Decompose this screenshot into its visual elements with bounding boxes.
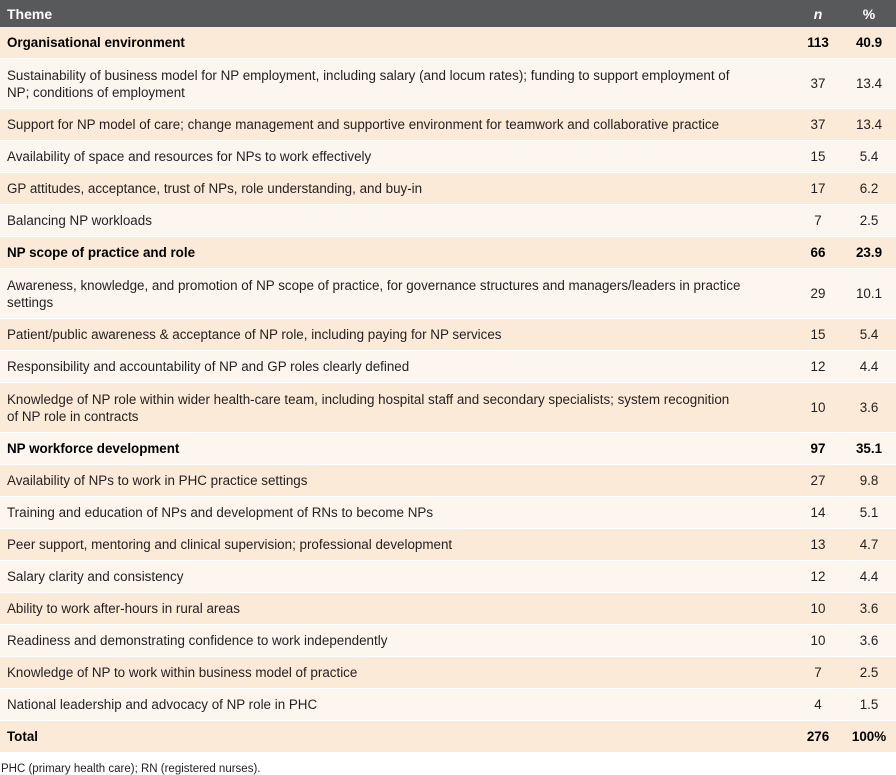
cell-pct: 2.5	[842, 657, 896, 689]
cell-pct: 6.2	[842, 173, 896, 205]
cell-n: 66	[794, 237, 842, 269]
cell-theme: Sustainability of business model for NP employment, including salary (and locum rates); funding to support employment of NP; conditions of employment	[0, 59, 794, 109]
table-row	[0, 109, 896, 141]
cell-n: 7	[794, 205, 842, 237]
cell-theme: Availability of NPs to work in PHC practice settings	[0, 465, 794, 497]
table-row	[0, 657, 896, 689]
cell-n: 15	[794, 141, 842, 173]
cell-n: 29	[794, 269, 842, 319]
cell-pct: 1.5	[842, 689, 896, 721]
table-row	[0, 593, 896, 625]
cell-pct: 5.4	[842, 319, 896, 351]
cell-theme: Support for NP model of care; change management and supportive environment for teamwork and collaborative practice	[0, 109, 794, 141]
cell-n: 12	[794, 351, 842, 383]
table-section-row	[0, 27, 896, 59]
cell-theme: Ability to work after-hours in rural areas	[0, 593, 794, 625]
table-row	[0, 561, 896, 593]
table-row	[0, 269, 896, 319]
cell-theme: Organisational environment	[0, 27, 794, 59]
table-row	[0, 141, 896, 173]
cell-theme: Training and education of NPs and development of RNs to become NPs	[0, 497, 794, 529]
cell-theme: Patient/public awareness & acceptance of NP role, including paying for NP services	[0, 319, 794, 351]
cell-pct: 13.4	[842, 109, 896, 141]
table-footnote: PHC (primary health care); RN (registered nurses).	[1, 763, 261, 775]
cell-pct: 3.6	[842, 383, 896, 433]
table-row	[0, 689, 896, 721]
cell-pct: 4.4	[842, 351, 896, 383]
cell-n: 14	[794, 497, 842, 529]
cell-pct: 3.6	[842, 625, 896, 657]
table-row	[0, 465, 896, 497]
cell-pct: 2.5	[842, 205, 896, 237]
cell-n: 13	[794, 529, 842, 561]
cell-pct: 4.4	[842, 561, 896, 593]
cell-pct: 4.7	[842, 529, 896, 561]
cell-pct: 40.9	[842, 27, 896, 59]
table-row	[0, 625, 896, 657]
cell-pct: 10.1	[842, 269, 896, 319]
cell-theme: GP attitudes, acceptance, trust of NPs, role understanding, and buy-in	[0, 173, 794, 205]
table-row	[0, 205, 896, 237]
cell-pct: 9.8	[842, 465, 896, 497]
cell-n: 37	[794, 109, 842, 141]
table-section-row	[0, 433, 896, 465]
cell-pct: 35.1	[842, 433, 896, 465]
cell-n: 10	[794, 593, 842, 625]
table-section-row	[0, 237, 896, 269]
cell-n: 7	[794, 657, 842, 689]
table-row	[0, 351, 896, 383]
cell-theme: Availability of space and resources for NPs to work effectively	[0, 141, 794, 173]
table-section-row	[0, 721, 896, 753]
cell-pct: 5.1	[842, 497, 896, 529]
cell-theme: NP workforce development	[0, 433, 794, 465]
cell-n: 17	[794, 173, 842, 205]
cell-theme: Awareness, knowledge, and promotion of NP scope of practice, for governance structures and managers/leaders in practice settings	[0, 269, 794, 319]
table-row	[0, 497, 896, 529]
cell-n: 15	[794, 319, 842, 351]
table-row	[0, 173, 896, 205]
cell-n: 10	[794, 383, 842, 433]
header-n: n	[794, 0, 842, 27]
cell-theme: National leadership and advocacy of NP role in PHC	[0, 689, 794, 721]
cell-n: 276	[794, 721, 842, 753]
cell-pct: 100%	[842, 721, 896, 753]
cell-n: 37	[794, 59, 842, 109]
cell-theme: Readiness and demonstrating confidence to work independently	[0, 625, 794, 657]
cell-theme: Total	[0, 721, 794, 753]
table-row	[0, 319, 896, 351]
table-row	[0, 383, 896, 433]
table-row	[0, 529, 896, 561]
cell-pct: 13.4	[842, 59, 896, 109]
cell-n: 10	[794, 625, 842, 657]
cell-n: 27	[794, 465, 842, 497]
header-pct: %	[842, 0, 896, 27]
cell-pct: 23.9	[842, 237, 896, 269]
header-theme: Theme	[0, 0, 794, 27]
cell-n: 113	[794, 27, 842, 59]
cell-theme: Responsibility and accountability of NP and GP roles clearly defined	[0, 351, 794, 383]
table-header-row	[0, 0, 896, 27]
cell-n: 97	[794, 433, 842, 465]
cell-theme: Balancing NP workloads	[0, 205, 794, 237]
cell-theme: NP scope of practice and role	[0, 237, 794, 269]
cell-theme: Peer support, mentoring and clinical supervision; professional development	[0, 529, 794, 561]
cell-theme: Salary clarity and consistency	[0, 561, 794, 593]
cell-pct: 5.4	[842, 141, 896, 173]
table-body	[0, 27, 896, 753]
table-row	[0, 59, 896, 109]
cell-n: 4	[794, 689, 842, 721]
cell-theme: Knowledge of NP to work within business model of practice	[0, 657, 794, 689]
cell-pct: 3.6	[842, 593, 896, 625]
cell-n: 12	[794, 561, 842, 593]
cell-theme: Knowledge of NP role within wider health-care team, including hospital staff and secondary specialists; system recognition of NP role in contracts	[0, 383, 794, 433]
